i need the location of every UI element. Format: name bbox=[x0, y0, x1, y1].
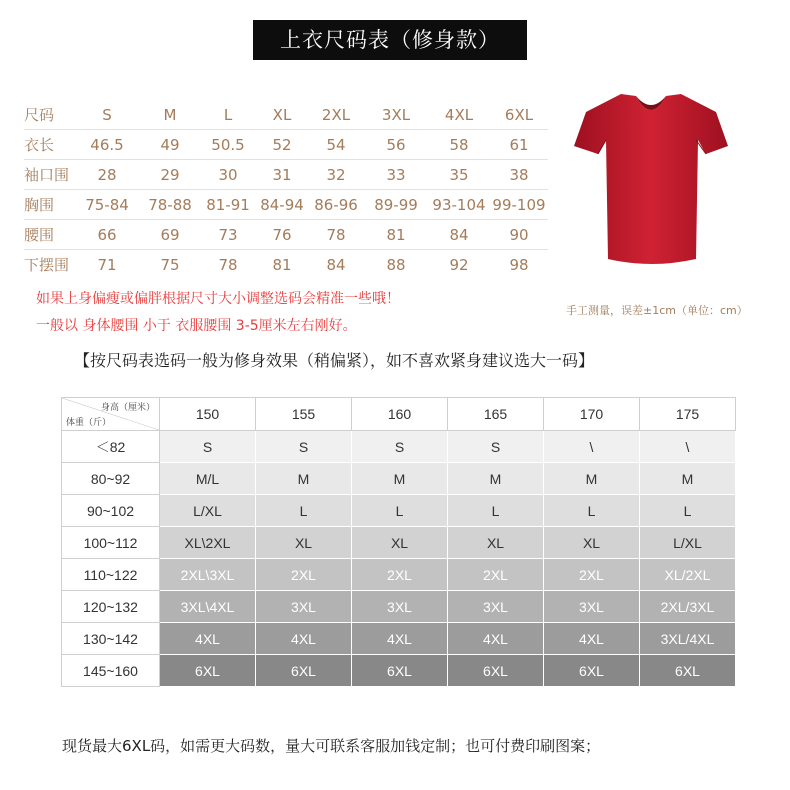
recommended-size-cell: 4XL bbox=[256, 623, 352, 655]
height-weight-size-grid bbox=[61, 397, 736, 687]
recommended-size-cell: L bbox=[256, 495, 352, 527]
grid-row bbox=[62, 463, 736, 495]
size-table-cell: 38 bbox=[490, 160, 548, 190]
size-table-cell: 90 bbox=[490, 220, 548, 250]
recommended-size-cell: 4XL bbox=[352, 623, 448, 655]
size-table-header-row bbox=[24, 100, 548, 130]
recommended-size-cell: \ bbox=[640, 431, 736, 463]
size-table-row-label: 袖口围 bbox=[24, 160, 74, 190]
recommended-size-cell: XL bbox=[352, 527, 448, 559]
weight-row-label: 120~132 bbox=[62, 591, 160, 623]
grid-row bbox=[62, 559, 736, 591]
size-table-cell: 88 bbox=[386, 255, 406, 274]
recommended-size-cell: 3XL bbox=[448, 591, 544, 623]
footer-note: 现货最大6XL码，如需更大码数，量大可联系客服加钱定制；也可付费印刷图案； bbox=[62, 737, 601, 755]
recommended-size-cell: L bbox=[352, 495, 448, 527]
size-table-cell: 71 bbox=[97, 255, 117, 274]
size-table-cell: 46.5 bbox=[74, 130, 140, 160]
recommended-size-cell: 3XL/4XL bbox=[640, 623, 736, 655]
size-table-cell: 6XL bbox=[490, 100, 548, 130]
size-table-cell: 78 bbox=[218, 255, 238, 274]
recommended-size-cell: M bbox=[448, 463, 544, 495]
weight-row-label: 100~112 bbox=[62, 527, 160, 559]
height-axis-label: 身高（厘米） bbox=[100, 402, 155, 412]
size-table-cell: 2XL bbox=[308, 100, 364, 130]
recommended-size-cell: L/XL bbox=[640, 527, 736, 559]
size-table-cell: 28 bbox=[74, 160, 140, 190]
height-header-cell: 160 bbox=[352, 398, 448, 431]
page-title: 上衣尺码表（修身款） bbox=[253, 20, 527, 60]
grid-header-row bbox=[62, 398, 736, 431]
size-table-cell: 73 bbox=[200, 220, 256, 250]
sizing-notice: 【按尺码表选码一般为修身效果（稍偏紧），如不喜欢紧身建议选大一码】 bbox=[74, 351, 595, 370]
recommended-size-cell: M bbox=[256, 463, 352, 495]
size-table-cell: 31 bbox=[256, 160, 308, 190]
grid-row bbox=[62, 591, 736, 623]
recommended-size-cell: S bbox=[352, 431, 448, 463]
fit-advice-line-2: 一般以 身体腰围 小于 衣服腰围 3-5厘米左右刚好。 bbox=[36, 318, 357, 334]
size-table-row-label: 腰围 bbox=[24, 220, 74, 250]
recommended-size-cell: L bbox=[448, 495, 544, 527]
height-header-cell: 170 bbox=[544, 398, 640, 431]
size-table-cell: 75 bbox=[160, 255, 180, 274]
recommended-size-cell: M bbox=[640, 463, 736, 495]
size-table-row bbox=[24, 190, 548, 220]
size-table-cell: S bbox=[74, 100, 140, 130]
weight-row-label: 90~102 bbox=[62, 495, 160, 527]
size-table-cell: 78-88 bbox=[140, 190, 200, 220]
size-table-row-label: 下摆围 bbox=[24, 256, 70, 274]
recommended-size-cell: 2XL bbox=[256, 559, 352, 591]
recommended-size-cell: S bbox=[448, 431, 544, 463]
size-table-cell: 84-94 bbox=[256, 190, 308, 220]
weight-axis-label: 体重（斤） bbox=[66, 417, 112, 427]
recommended-size-cell: L bbox=[544, 495, 640, 527]
size-table-cell: 56 bbox=[364, 130, 428, 160]
weight-row-label: 145~160 bbox=[62, 655, 160, 687]
size-table-row bbox=[24, 130, 548, 160]
size-table-cell: 66 bbox=[74, 220, 140, 250]
height-header-cell: 155 bbox=[256, 398, 352, 431]
size-table-cell: 32 bbox=[308, 160, 364, 190]
size-table-row-label: 尺码 bbox=[24, 100, 74, 130]
size-table-cell: 98 bbox=[509, 255, 529, 274]
size-table-row bbox=[24, 250, 548, 280]
grid-row bbox=[62, 655, 736, 687]
red-v-neck-tshirt-image bbox=[566, 84, 736, 274]
size-table-row bbox=[24, 160, 548, 190]
recommended-size-cell: S bbox=[256, 431, 352, 463]
grid-row bbox=[62, 495, 736, 527]
size-table-cell: M bbox=[140, 100, 200, 130]
height-header-cell: 175 bbox=[640, 398, 736, 431]
size-table-cell: 69 bbox=[140, 220, 200, 250]
size-table-cell: 50.5 bbox=[200, 130, 256, 160]
recommended-size-cell: 6XL bbox=[160, 655, 256, 687]
recommended-size-cell: 3XL bbox=[256, 591, 352, 623]
size-table-row-label: 胸围 bbox=[24, 190, 74, 220]
grid-row bbox=[62, 527, 736, 559]
recommended-size-cell: M bbox=[352, 463, 448, 495]
recommended-size-cell: 2XL bbox=[448, 559, 544, 591]
size-table-cell: 93-104 bbox=[428, 190, 490, 220]
recommended-size-cell: L/XL bbox=[160, 495, 256, 527]
weight-row-label: 80~92 bbox=[62, 463, 160, 495]
size-table-cell: 35 bbox=[428, 160, 490, 190]
recommended-size-cell: 6XL bbox=[352, 655, 448, 687]
size-table-cell: 86-96 bbox=[308, 190, 364, 220]
recommended-size-cell: 3XL\4XL bbox=[160, 591, 256, 623]
size-table-cell: 52 bbox=[256, 130, 308, 160]
recommended-size-cell: 4XL bbox=[160, 623, 256, 655]
recommended-size-cell: XL/2XL bbox=[640, 559, 736, 591]
size-table-row bbox=[24, 220, 548, 250]
recommended-size-cell: XL bbox=[256, 527, 352, 559]
recommended-size-cell: 6XL bbox=[640, 655, 736, 687]
size-table-cell: 81-91 bbox=[200, 190, 256, 220]
size-table-cell: 84 bbox=[428, 220, 490, 250]
height-header-cell: 150 bbox=[160, 398, 256, 431]
weight-row-label: 130~142 bbox=[62, 623, 160, 655]
recommended-size-cell: 3XL bbox=[544, 591, 640, 623]
size-table-cell: 49 bbox=[140, 130, 200, 160]
size-table-cell: 29 bbox=[140, 160, 200, 190]
recommended-size-cell: 4XL bbox=[448, 623, 544, 655]
recommended-size-cell: XL bbox=[448, 527, 544, 559]
fit-advice-line-1: 如果上身偏瘦或偏胖根据尺寸大小调整选码会精准一些哦！ bbox=[36, 291, 400, 307]
grid-corner-cell bbox=[62, 398, 160, 431]
size-table-cell: XL bbox=[256, 100, 308, 130]
size-table-cell: 54 bbox=[308, 130, 364, 160]
size-table-cell: 61 bbox=[490, 130, 548, 160]
size-table-cell: 81 bbox=[272, 255, 292, 274]
recommended-size-cell: 2XL bbox=[544, 559, 640, 591]
recommended-size-cell: M/L bbox=[160, 463, 256, 495]
recommended-size-cell: 3XL bbox=[352, 591, 448, 623]
recommended-size-cell: XL\2XL bbox=[160, 527, 256, 559]
size-table-cell: L bbox=[200, 100, 256, 130]
recommended-size-cell: L bbox=[640, 495, 736, 527]
recommended-size-cell: 2XL\3XL bbox=[160, 559, 256, 591]
size-table-cell: 4XL bbox=[428, 100, 490, 130]
recommended-size-cell: XL bbox=[544, 527, 640, 559]
size-table-cell: 78 bbox=[308, 220, 364, 250]
recommended-size-cell: 6XL bbox=[544, 655, 640, 687]
size-table-cell: 81 bbox=[364, 220, 428, 250]
weight-row-label: 110~122 bbox=[62, 559, 160, 591]
size-table-cell: 58 bbox=[428, 130, 490, 160]
size-table-cell: 92 bbox=[449, 255, 469, 274]
size-table-cell: 84 bbox=[326, 255, 346, 274]
size-table-cell: 3XL bbox=[364, 100, 428, 130]
grid-row bbox=[62, 431, 736, 463]
weight-row-label: ＜82 bbox=[62, 431, 160, 463]
size-measurement-table bbox=[24, 100, 548, 279]
size-table-cell: 99-109 bbox=[490, 190, 548, 220]
size-table-cell: 89-99 bbox=[364, 190, 428, 220]
size-table-row-label: 衣长 bbox=[24, 130, 74, 160]
size-table-cell: 33 bbox=[364, 160, 428, 190]
size-table-cell: 30 bbox=[200, 160, 256, 190]
measure-note: 手工测量，误差±1cm（单位：cm） bbox=[566, 304, 748, 317]
height-header-cell: 165 bbox=[448, 398, 544, 431]
size-table-cell: 76 bbox=[256, 220, 308, 250]
recommended-size-cell: 4XL bbox=[544, 623, 640, 655]
recommended-size-cell: 2XL/3XL bbox=[640, 591, 736, 623]
recommended-size-cell: S bbox=[160, 431, 256, 463]
recommended-size-cell: 2XL bbox=[352, 559, 448, 591]
recommended-size-cell: \ bbox=[544, 431, 640, 463]
recommended-size-cell: 6XL bbox=[256, 655, 352, 687]
recommended-size-cell: 6XL bbox=[448, 655, 544, 687]
recommended-size-cell: M bbox=[544, 463, 640, 495]
size-table-cell: 75-84 bbox=[74, 190, 140, 220]
grid-row bbox=[62, 623, 736, 655]
